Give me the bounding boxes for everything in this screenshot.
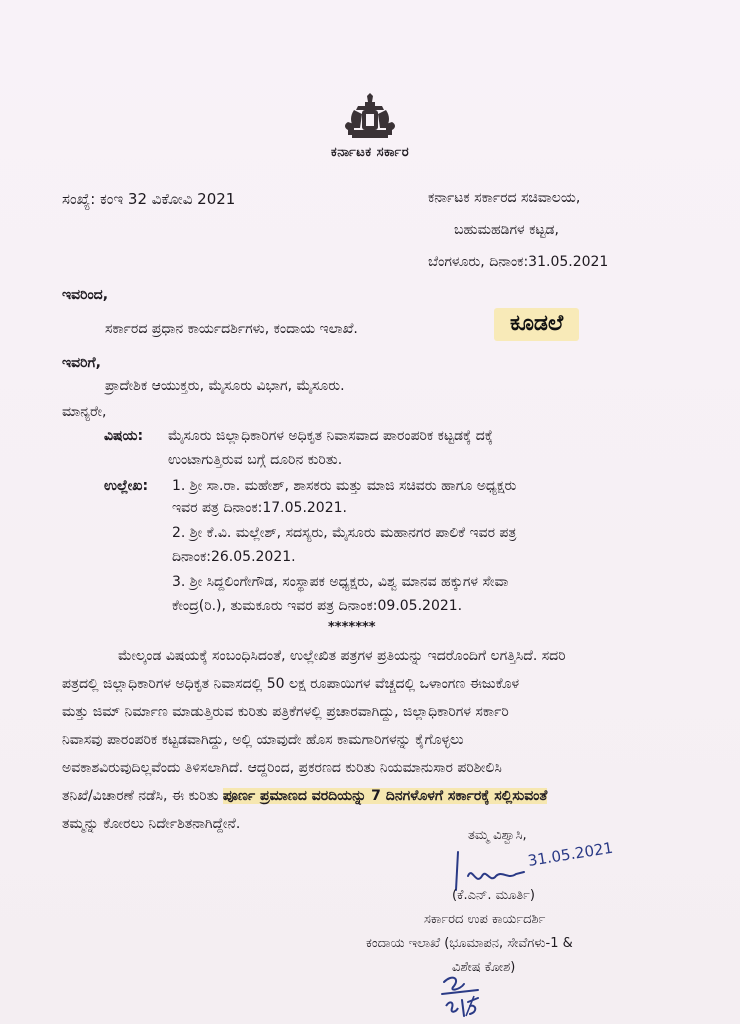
- reference-item-3-line-1: 3. ಶ್ರೀ ಸಿದ್ದಲಿಂಗೇಗೌಡ, ಸಂಸ್ಥಾಪಕ ಅಧ್ಯಕ್ಷರು, ವಿಶ್ವ ಮಾನವ ಹಕ್ಕುಗಳ ಸೇವಾ: [172, 574, 509, 590]
- initials-mark-icon: [438, 972, 498, 1018]
- body-line-6: [62, 782, 662, 810]
- salutation: ಮಾನ್ಯರೇ,: [62, 404, 107, 420]
- to-label: ಇವರಿಗೆ,: [62, 355, 101, 371]
- to-name: ಪ್ರಾದೇಶಿಕ ಆಯುಕ್ತರು, ಮೈಸೂರು ವಿಭಾಗ, ಮೈಸೂರು.: [105, 378, 345, 394]
- yours-faithfully: ತಮ್ಮ ವಿಶ್ವಾಸಿ,: [468, 828, 527, 843]
- body-paragraph: [62, 642, 662, 838]
- references-label: ಉಲ್ಲೇಖ:: [104, 478, 149, 494]
- body-line-4: ನಿವಾಸವು ಪಾರಂಪರಿಕ ಕಟ್ಟಡವಾಗಿದ್ದು, ಅಲ್ಲಿ ಯಾವುದೇ ಹೊಸ ಕಾಮಗಾರಿಗಳನ್ನು ಕೈಗೊಳ್ಳಲು: [62, 732, 464, 748]
- from-name: ಸರ್ಕಾರದ ಪ್ರಧಾನ ಕಾರ್ಯದರ್ಶಿಗಳು, ಕಂದಾಯ ಇಲಾಖೆ.: [105, 321, 358, 337]
- body-line-3: ಮತ್ತು ಜಿಮ್ ನಿರ್ಮಾಣ ಮಾಡುತ್ತಿರುವ ಕುರಿತು ಪತ್ರಿಕೆಗಳಲ್ಲಿ ಪ್ರಚಾರವಾಗಿದ್ದು, ಜಿಲ್ಲಾಧಿಕಾರಿಗಳ ಸರ್ಕಾರಿ: [62, 704, 509, 720]
- subject-label: ವಿಷಯ:: [104, 428, 144, 444]
- place-date: ಬೆಂಗಳೂರು, ದಿನಾಂಕ:31.05.2021: [428, 254, 609, 270]
- body-highlight: ಪೂರ್ಣ ಪ್ರಮಾಣದ ವರದಿಯನ್ನು 7 ದಿನಗಳೊಳಗೆ ಸರ್ಕಾರಕ್ಕೆ ಸಲ್ಲಿಸುವಂತೆ: [222, 788, 548, 804]
- government-title: ಕರ್ನಾಟಕ ಸರ್ಕಾರ: [330, 145, 410, 160]
- reference-item-1-line-1: 1. ಶ್ರೀ ಸಾ.ರಾ. ಮಹೇಶ್, ಶಾಸಕರು ಮತ್ತು ಮಾಜಿ ಸಚಿವರು ಹಾಗೂ ಅಧ್ಯಕ್ಷರು: [172, 478, 517, 494]
- address-line-2: ಬಹುಮಹಡಿಗಳ ಕಟ್ಟಡ,: [454, 222, 559, 238]
- address-line-1: ಕರ್ನಾಟಕ ಸರ್ಕಾರದ ಸಚಿವಾಲಯ,: [428, 190, 581, 206]
- signatory-designation: ಸರ್ಕಾರದ ಉಪ ಕಾರ್ಯದರ್ಶಿ: [424, 912, 546, 927]
- reference-item-2-line-2: ದಿನಾಂಕ:26.05.2021.: [172, 549, 296, 565]
- body-line-7: ತಮ್ಮನ್ನು ಕೋರಲು ನಿರ್ದೇಶಿತನಾಗಿದ್ದೇನೆ.: [62, 816, 241, 832]
- body-line-5: ಅವಕಾಶವಿರುವುದಿಲ್ಲವೆಂದು ತಿಳಿಸಲಾಗಿದೆ. ಆದ್ದರಿಂದ, ಪ್ರಕರಣದ ಕುರಿತು ನಿಯಮಾನುಸಾರ ಪರಿಶೀಲಿಸಿ: [62, 760, 502, 776]
- from-label: ಇವರಿಂದ,: [62, 287, 109, 303]
- body-line-6-start: ತನಿಖೆ/ವಿಚಾರಣೆ ನಡೆಸಿ, ಈ ಕುರಿತು: [62, 788, 223, 804]
- urgent-stamp: ಕೂಡಲೆ: [494, 308, 579, 341]
- department-line-2: ವಿಶೇಷ ಕೋಶ): [452, 960, 516, 975]
- karnataka-emblem-icon: [340, 92, 400, 140]
- signature-date: 31.05.2021: [526, 838, 615, 870]
- reference-number: ಸಂಖ್ಯೆ: ಕಂಇ 32 ವಿಕೋವಿ 2021: [62, 190, 236, 208]
- body-line-2: ಪತ್ರದಲ್ಲಿ ಜಿಲ್ಲಾಧಿಕಾರಿಗಳ ಅಧಿಕೃತ ನಿವಾಸದಲ್ಲಿ 50 ಲಕ್ಷ ರೂಪಾಯಿಗಳ ವೆಚ್ಚದಲ್ಲಿ ಒಳಾಂಗಣ ಈಜುಕೊಳ: [62, 676, 520, 692]
- separator: *******: [328, 620, 376, 635]
- subject-line-1: ಮೈಸೂರು ಜಿಲ್ಲಾಧಿಕಾರಿಗಳ ಅಧಿಕೃತ ನಿವಾಸವಾದ ಪಾರಂಪರಿಕ ಕಟ್ಟಡಕ್ಕೆ ದಕ್ಕೆ: [168, 428, 493, 444]
- signatory-name: (ಕೆ.ಎನ್. ಮೂರ್ತಿ): [452, 888, 535, 903]
- subject-line-2: ಉಂಟಾಗುತ್ತಿರುವ ಬಗ್ಗೆ ದೂರಿನ ಕುರಿತು.: [168, 452, 343, 468]
- department-line-1: ಕಂದಾಯ ಇಲಾಖೆ (ಭೂಮಾಪನ, ಸೇವೆಗಳು-1 &: [366, 936, 573, 951]
- reference-item-2-line-1: 2. ಶ್ರೀ ಕೆ.ವಿ. ಮಲ್ಲೇಶ್, ಸದಸ್ಯರು, ಮೈಸೂರು ಮಹಾನಗರ ಪಾಲಿಕೆ ಇವರ ಪತ್ರ: [172, 525, 517, 541]
- reference-item-3-line-2: ಕೇಂದ್ರ(ರಿ.), ತುಮಕೂರು ಇವರ ಪತ್ರ ದಿನಾಂಕ:09.05.2021.: [172, 598, 463, 614]
- body-line-1: ಮೇಲ್ಕಂಡ ವಿಷಯಕ್ಕೆ ಸಂಬಂಧಿಸಿದಂತೆ, ಉಲ್ಲೇಖಿತ ಪತ್ರಗಳ ಪ್ರತಿಯನ್ನು ಇದರೊಂದಿಗೆ ಲಗತ್ತಿಸಿದೆ. ಸದರಿ: [118, 648, 566, 664]
- reference-item-1-line-2: ಇವರ ಪತ್ರ ದಿನಾಂಕ:17.05.2021.: [172, 500, 347, 516]
